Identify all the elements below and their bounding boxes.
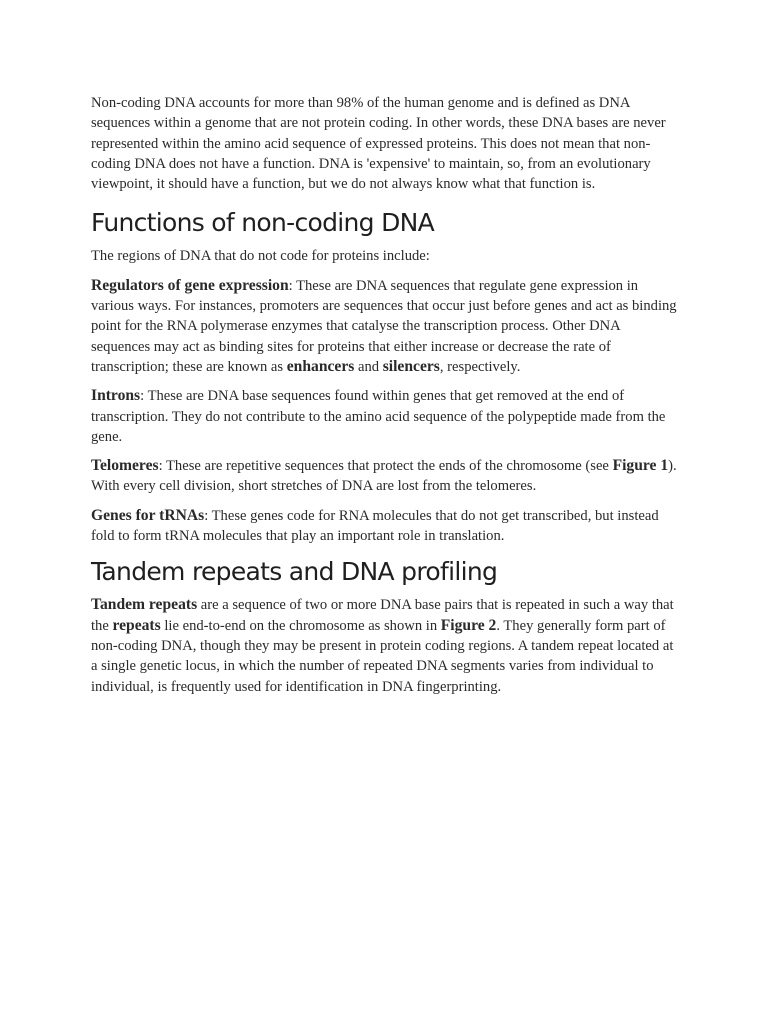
term-repeats: repeats	[112, 616, 161, 634]
telomeres-text-b: ). With every cell division, short stretches of DNA are lost from the telomeres.	[91, 458, 677, 495]
lead-paragraph: The regions of DNA that do not code for proteins include:	[91, 248, 430, 265]
telomeres-text-a: : These are repetitive sequences that protect the ends of the chromosome (see	[158, 458, 613, 475]
regulators-text-c: , respectively.	[439, 358, 521, 375]
trnas-text: : These genes code for RNA molecules that do not get transcribed, but instead fold to form tRNA molecules that play an important role in translation.	[91, 507, 659, 545]
paragraph-telomeres	[91, 456, 681, 497]
paragraph-regulators	[91, 276, 681, 377]
paragraph-introns	[91, 386, 681, 447]
introns-text: : These are DNA base sequences found within genes that get removed at the end of transcription. They do not contribute to the amino acid sequence of the polypeptide made from the gene.	[91, 388, 666, 445]
document-body	[91, 93, 681, 706]
tandem-text-c: . They generally form part of non-coding DNA, though they may be present in protein coding regions. A tandem repeat located at a single genetic locus, in which the number of repeated DNA segments varies from individual to individual, is frequently used for identification in DNA fingerprinting.	[91, 617, 674, 695]
figure-2-reference: Figure 2	[440, 616, 497, 634]
term-trnas: Genes for tRNAs	[91, 506, 205, 524]
term-telomeres: Telomeres	[91, 457, 159, 475]
paragraph-trnas	[91, 506, 681, 547]
tandem-text-a: are a sequence of two or more DNA base pairs that is repeated in such a way that the	[91, 597, 674, 634]
term-enhancers: enhancers	[286, 357, 355, 375]
section-heading-functions: Functions of non-coding DNA	[91, 208, 435, 238]
section-heading-tandem-repeats: Tandem repeats and DNA profiling	[91, 557, 498, 587]
term-regulators: Regulators of gene expression	[91, 276, 289, 294]
term-tandem-repeats: Tandem repeats	[91, 596, 198, 614]
intro-paragraph: Non-coding DNA accounts for more than 98% of the human genome and is defined as DNA sequences within a genome that are not protein coding. In other words, these DNA bases are never represented within the amino acid sequence of expressed proteins. This does not mean that non-coding DNA does not have a function. DNA is 'expensive' to maintain, so, from an evolutionary viewpoint, it should have a function, but we do not always know what that function is.	[91, 95, 666, 193]
tandem-text-b: lie end-to-end on the chromosome as shown in	[160, 617, 441, 634]
figure-1-reference: Figure 1	[612, 457, 669, 475]
term-silencers: silencers	[382, 357, 440, 375]
regulators-text-a: : These are DNA sequences that regulate gene expression in various ways. For instances, promoters are sequences that occur just before genes and act as binding point for the RNA polymerase enzymes that catalyse the transcription process. Other DNA sequences may act as binding sites for proteins that either increase or decrease the rate of transcription; these are known as	[91, 277, 677, 375]
regulators-text-b: and	[354, 358, 383, 375]
paragraph-tandem-repeats	[91, 595, 681, 696]
term-introns: Introns	[91, 387, 141, 405]
